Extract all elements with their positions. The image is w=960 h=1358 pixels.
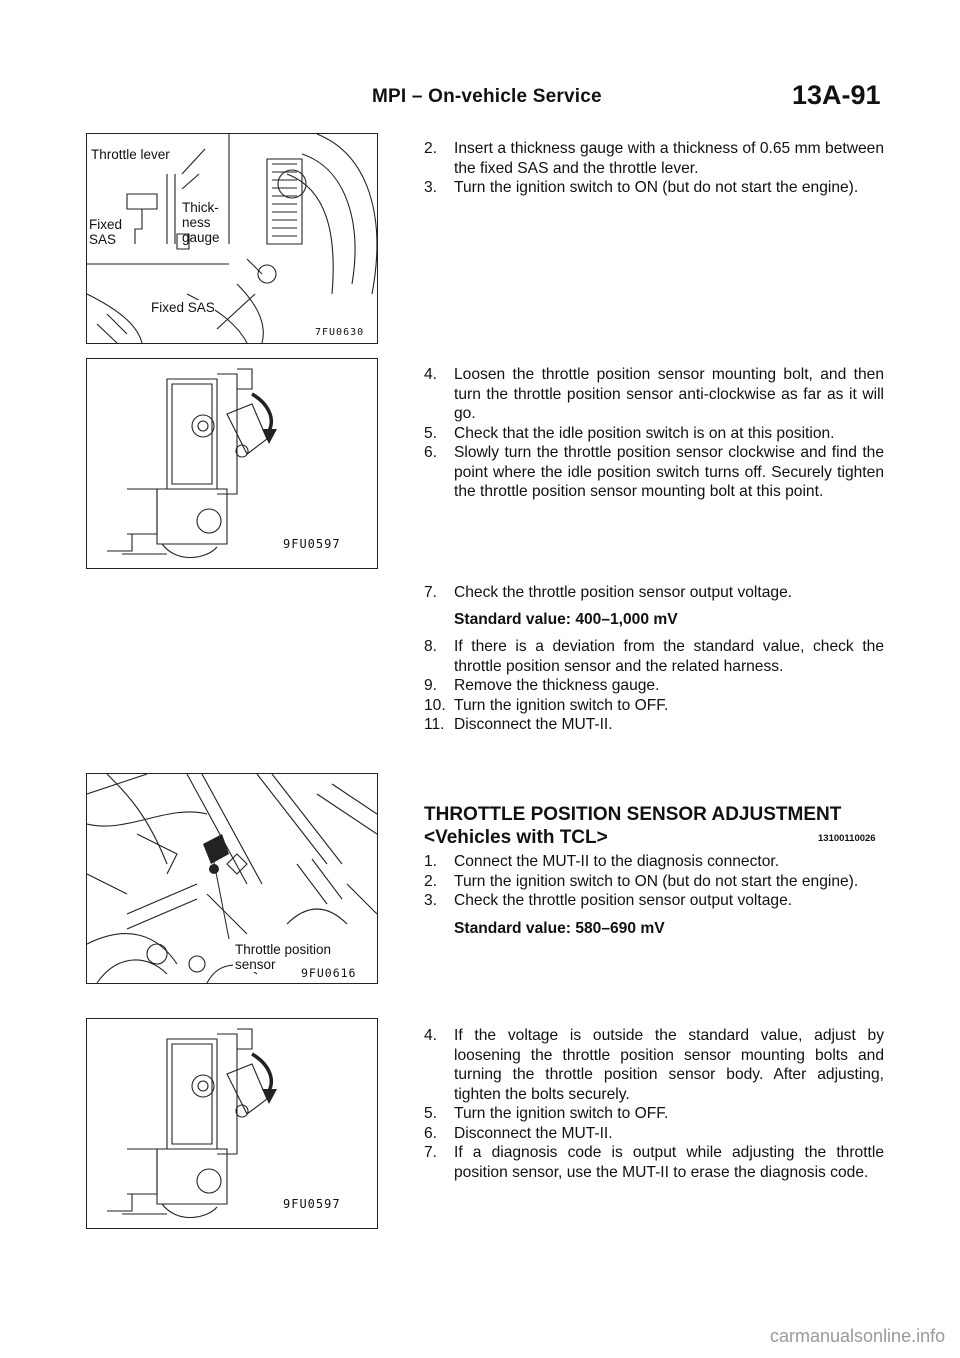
label-fixed-sas: Fixed SAS (151, 300, 215, 315)
step-number: 5. (424, 424, 438, 442)
step-text: Disconnect the MUT-II. (454, 1124, 613, 1142)
step-text: Turn the ignition switch to ON (but do not start the engine). (454, 872, 859, 890)
figure-code: 9FU0597 (283, 537, 341, 551)
step-item (424, 1143, 884, 1182)
step-text: Turn the ignition switch to OFF. (454, 696, 669, 714)
watermark-footer: carmanualsonline.info (770, 1326, 946, 1346)
steps-block-1 (424, 139, 884, 198)
section-title: THROTTLE POSITION SENSOR ADJUSTMENT (424, 804, 842, 825)
standard-value: Standard value: 580–690 mV (454, 919, 665, 937)
label-throttle-lever: Throttle lever (91, 147, 170, 162)
steps-block-3 (424, 583, 884, 735)
step-number: 6. (424, 444, 438, 461)
step-text: Check the throttle position sensor output voltage. (454, 892, 793, 909)
step-number: 2. (424, 140, 438, 157)
step-text: Check that the idle position switch is on at this position. (454, 424, 835, 442)
step-number: 7. (424, 584, 438, 601)
step-number: 8. (424, 638, 438, 655)
steps-block-4 (424, 1026, 884, 1182)
step-text: If the voltage is outside the standard value, adjust by loosening the throttle position sensor mounting bolts and turning the throttle position sensor body. After adjusting, tighten the bolts securely. (454, 1027, 884, 1103)
step-item (424, 676, 884, 696)
step-item (424, 891, 884, 911)
figure-code: 9FU0597 (283, 1197, 341, 1211)
label-throttle-position-sensor: Throttle position sensor (233, 942, 377, 972)
step-item (424, 852, 884, 872)
figure-tps-adjust (86, 1018, 378, 1229)
figure-code: 9FU0616 (301, 966, 357, 980)
step-number: 3. (424, 179, 438, 196)
step-item (424, 715, 884, 735)
step-text: Loosen the throttle position sensor mounting bolt, and then turn the throttle position sensor anti-clockwise as far as it will go. (454, 366, 884, 422)
page-number: 13A-91 (792, 80, 881, 110)
step-item (424, 424, 884, 444)
step-item (424, 872, 884, 892)
figure-tps-location (86, 773, 378, 984)
label-thickness-gauge: Thick- ness gauge (182, 200, 220, 245)
step-text: Turn the ignition switch to ON (but do not start the engine). (454, 179, 859, 196)
step-text: Check the throttle position sensor output voltage. (454, 584, 793, 601)
step-number: 2. (424, 872, 438, 890)
figure-tps-rotate (86, 358, 378, 569)
step-number: 7. (424, 1144, 438, 1161)
step-text: If a diagnosis code is output while adjusting the throttle position sensor, use the MUT-II to erase the diagnosis code. (454, 1144, 884, 1181)
step-item (424, 1026, 884, 1104)
step-number: 4. (424, 366, 438, 383)
step-item (424, 365, 884, 424)
step-number: 9. (424, 677, 438, 694)
step-item (424, 637, 884, 676)
step-text: Disconnect the MUT-II. (454, 716, 613, 733)
step-item (424, 583, 884, 603)
step-number: 10. (424, 696, 446, 714)
figure-code: 7FU0630 (315, 327, 365, 338)
step-number: 4. (424, 1027, 438, 1044)
steps-block-2 (424, 365, 884, 502)
step-text: If there is a deviation from the standard value, check the throttle position sensor and the related harness. (454, 638, 884, 675)
step-item (424, 139, 884, 178)
section-subtitle: <Vehicles with TCL> (424, 827, 608, 848)
step-text: Remove the thickness gauge. (454, 677, 660, 694)
step-number: 3. (424, 892, 438, 909)
step-number: 11. (424, 716, 445, 733)
step-item (424, 178, 884, 198)
step-number: 1. (424, 853, 438, 870)
step-item (424, 443, 884, 502)
step-item (424, 1124, 884, 1144)
step-text: Turn the ignition switch to OFF. (454, 1105, 669, 1122)
step-number: 6. (424, 1124, 438, 1142)
step-number: 5. (424, 1105, 438, 1122)
section-code: 13100110026 (818, 833, 876, 844)
standard-value: Standard value: 400–1,000 mV (454, 610, 678, 628)
figure-thickness-gauge-drawing (87, 134, 377, 343)
step-text: Connect the MUT-II to the diagnosis connector. (454, 853, 780, 870)
step-text: Insert a thickness gauge with a thickness of 0.65 mm between the fixed SAS and the throttle lever. (454, 140, 884, 177)
label-fixed-sas-left: Fixed SAS (89, 217, 123, 247)
step-item (424, 1104, 884, 1124)
figure-thickness-gauge (86, 133, 378, 344)
steps-section (424, 852, 884, 938)
step-text: Slowly turn the throttle position sensor clockwise and find the point where the idle position switch turns off. Securely tighten the throttle position sensor mounting bolt at this point. (454, 444, 884, 500)
page-title: MPI – On-vehicle Service (372, 86, 602, 107)
step-item (424, 696, 884, 716)
